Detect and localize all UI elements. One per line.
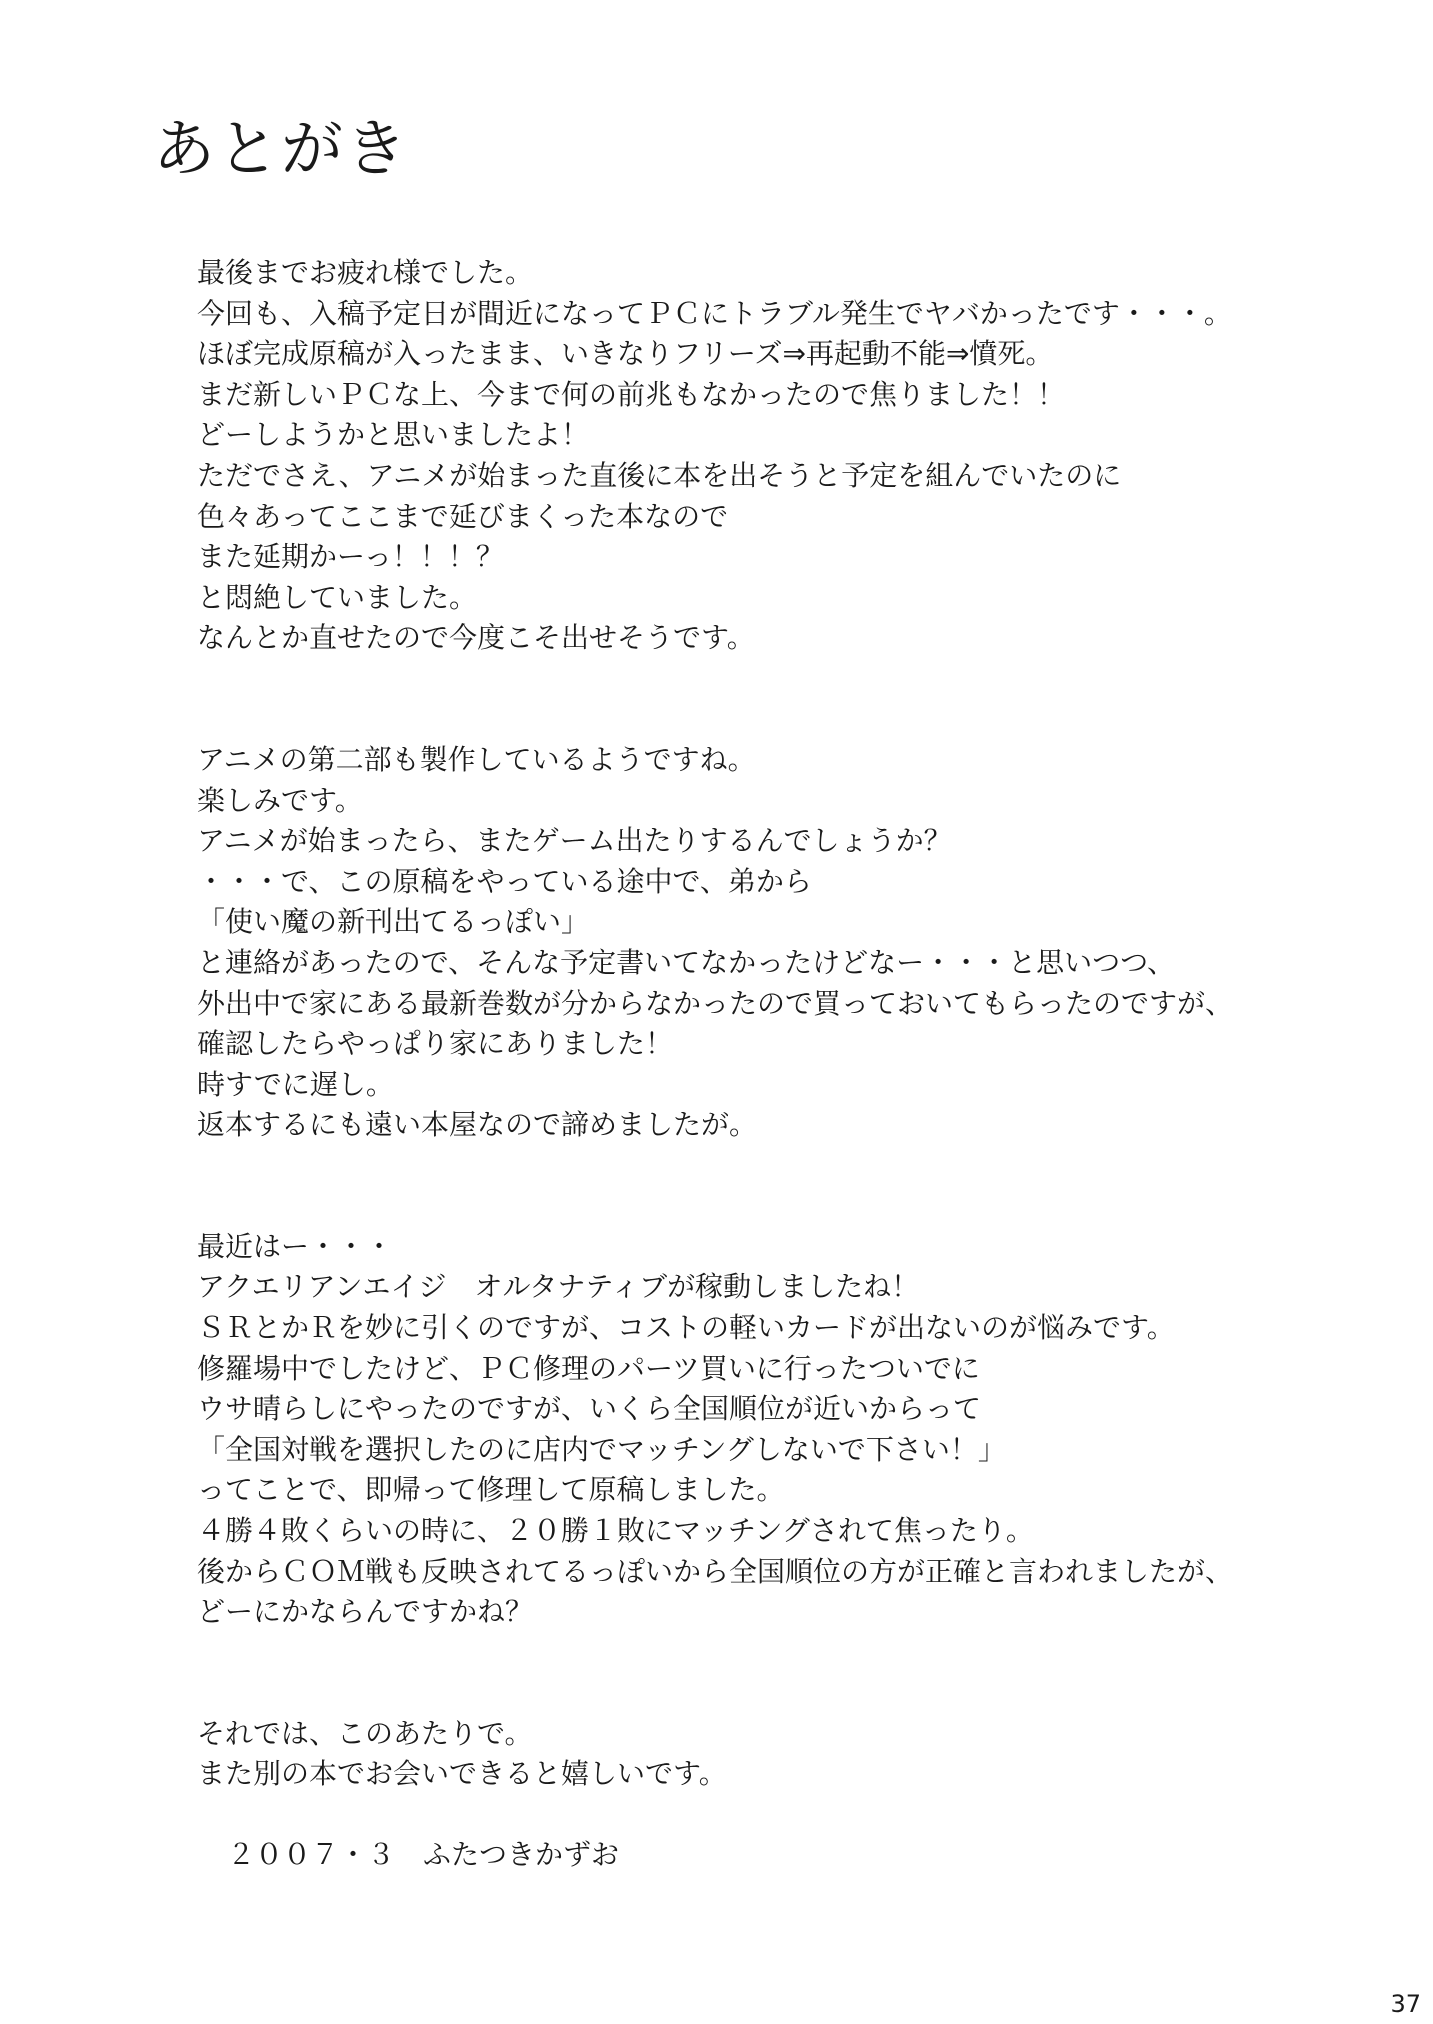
text-line: それでは、このあたりで。	[197, 1716, 533, 1750]
paragraph-gap	[197, 1633, 1347, 1714]
page-number: 37	[1390, 1990, 1421, 2018]
text-line: ただでさえ、アニメが始まった直後に本を出そうと予定を組んでいたのに	[197, 458, 1122, 492]
signature-gap	[197, 1795, 1347, 1835]
text-line: どーにかならんですかね？	[197, 1595, 534, 1629]
text-line: 修羅場中でしたけど、ＰＣ修理のパーツ買いに行ったついでに	[197, 1351, 980, 1385]
text-line: ほぼ完成原稿が入ったまま、いきなりフリーズ⇒再起動不能⇒憤死。	[197, 337, 1054, 371]
paragraph-recent	[197, 1227, 1347, 1633]
text-line: アクエリアンエイジ オルタナティブが稼動しましたね！	[197, 1270, 920, 1304]
text-line: 「使い魔の新刊出てるっぽい」	[197, 905, 590, 939]
afterword-body	[197, 253, 1347, 1875]
text-line: どーしようかと思いましたよ！	[197, 418, 590, 452]
text-line: ４勝４敗くらいの時に、２０勝１敗にマッチングされて焦ったり。	[197, 1514, 1034, 1548]
text-line: 後からＣＯＭ戦も反映されてるっぽいから全国順位の方が正確と言われましたが、	[197, 1554, 1234, 1588]
text-line: また延期かーっ！！！？	[197, 540, 504, 574]
text-line: 外出中で家にある最新巻数が分からなかったので買っておいてもらったのですが、	[197, 986, 1234, 1020]
text-line: ・・・で、この原稿をやっている途中で、弟から	[197, 864, 812, 898]
text-line: 最近はー・・・	[197, 1229, 394, 1263]
paragraph-gap	[197, 1146, 1347, 1227]
text-line: なんとか直せたので今度こそ出せそうです。	[197, 621, 755, 655]
page-title: あとがき	[153, 112, 410, 185]
text-line: 最後までお疲れ様でした。	[197, 256, 534, 289]
text-line: 「全国対戦を選択したのに店内でマッチングしないで下さい！」	[197, 1432, 1006, 1466]
text-line: 返本するにも遠い本屋なので諦めましたが。	[197, 1108, 758, 1142]
signature: ２００７・３ ふたつきかずお	[227, 1838, 620, 1871]
paragraph-gap	[197, 659, 1347, 740]
text-line: まだ新しいＰＣな上、今まで何の前兆もなかったので焦りました！！	[197, 377, 1066, 411]
text-line: 時すでに遅し。	[197, 1067, 394, 1101]
text-line: アニメの第二部も製作しているようですね。	[197, 742, 756, 776]
text-line: ウサ晴らしにやったのですが、いくら全国順位が近いからって	[197, 1392, 982, 1426]
text-line: と連絡があったので、そんな予定書いてなかったけどなー・・・と思いつつ、	[197, 945, 1176, 979]
paragraph-closing	[197, 1714, 1347, 1795]
text-line: アニメが始まったら、またゲーム出たりするんでしょうか？	[197, 824, 952, 858]
paragraph-pc-trouble	[197, 253, 1347, 659]
text-line: と悶絶していました。	[197, 580, 478, 614]
text-line: 今回も、入稿予定日が間近になってＰＣにトラブル発生でヤバかったです・・・。	[197, 296, 1232, 330]
text-line: 色々あってここまで延びまくった本なので	[197, 499, 729, 533]
text-line: ってことで、即帰って修理して原稿しました。	[197, 1473, 785, 1507]
text-line: 確認したらやっぱり家にありました！	[197, 1027, 674, 1061]
text-line: また別の本でお会いできると嬉しいです。	[197, 1757, 727, 1791]
paragraph-anime	[197, 740, 1347, 1146]
text-line: ＳＲとかＲを妙に引くのですが、コストの軽いカードが出ないのが悩みです。	[197, 1311, 1175, 1345]
text-line: 楽しみです。	[197, 783, 363, 817]
